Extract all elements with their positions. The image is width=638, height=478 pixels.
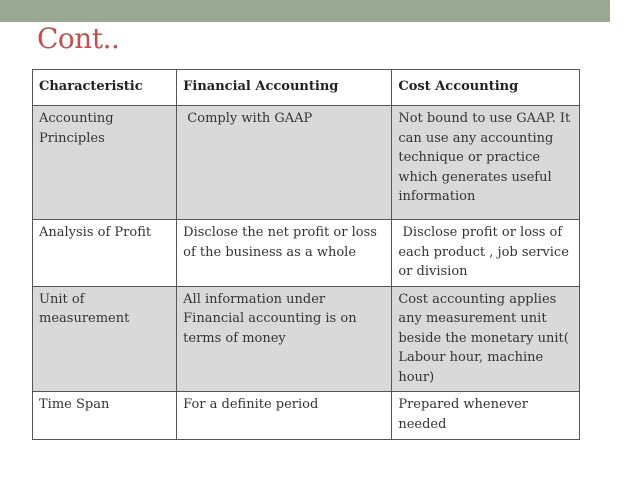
cell-cost: Cost accounting applies any measurement unit beside the monetary unit( Labour hour, machine hour) (392, 286, 580, 392)
cell-cost: Disclose profit or loss of each product , job service or division (392, 220, 580, 287)
cell-characteristic: Unit of measurement (33, 286, 177, 392)
table-row (33, 392, 580, 440)
cell-financial: Disclose the net profit or loss of the business as a whole (177, 220, 392, 287)
table-row (33, 286, 580, 392)
slide-title: Cont.. (37, 22, 120, 55)
top-decorative-bar (0, 0, 638, 22)
cell-characteristic: Accounting Principles (33, 106, 177, 220)
header-characteristic: Characteristic (33, 70, 177, 106)
table-row (33, 220, 580, 287)
comparison-table (32, 69, 580, 440)
table-header-row (33, 70, 580, 106)
cell-financial: For a definite period (177, 392, 392, 440)
cell-financial: Comply with GAAP (177, 106, 392, 220)
cell-characteristic: Time Span (33, 392, 177, 440)
header-financial-accounting: Financial Accounting (177, 70, 392, 106)
header-cost-accounting: Cost Accounting (392, 70, 580, 106)
cell-cost: Not bound to use GAAP. It can use any accounting technique or practice which generates useful information (392, 106, 580, 220)
table-row (33, 106, 580, 220)
cell-characteristic: Analysis of Profit (33, 220, 177, 287)
cell-financial: All information under Financial accounting is on terms of money (177, 286, 392, 392)
cell-cost: Prepared whenever needed (392, 392, 580, 440)
top-bar-corner (610, 0, 638, 22)
